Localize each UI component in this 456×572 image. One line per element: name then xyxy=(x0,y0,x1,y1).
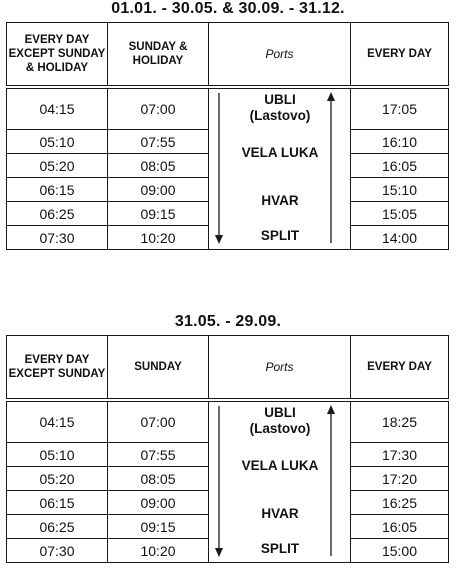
departure-time-sunday: 10:20 xyxy=(108,539,209,563)
return-time: 14:00 xyxy=(351,226,449,250)
departure-time-sunday: 07:00 xyxy=(108,402,209,443)
departure-time-weekday: 05:10 xyxy=(7,443,108,467)
port-hvar: HVAR xyxy=(261,506,299,521)
header-every-day: EVERY DAY xyxy=(351,23,449,86)
departure-time-weekday: 06:15 xyxy=(7,178,108,202)
return-time: 15:00 xyxy=(351,539,449,563)
port-ubli: UBLI xyxy=(264,92,296,107)
departure-time-sunday: 09:00 xyxy=(108,178,209,202)
departure-time-weekday: 05:10 xyxy=(7,130,108,154)
ports-column xyxy=(209,89,351,250)
schedule-2-title: 31.05. - 29.09. xyxy=(174,313,282,330)
table-row xyxy=(7,402,449,443)
departure-time-weekday: 05:20 xyxy=(7,467,108,491)
header-every-day: EVERY DAY xyxy=(351,336,449,399)
departure-time-sunday: 07:55 xyxy=(108,443,209,467)
port-vela-luka: VELA LUKA xyxy=(241,458,319,473)
departure-time-sunday: 08:05 xyxy=(108,154,209,178)
header-weekday: EVERY DAY EXCEPT SUNDAY & HOLIDAY xyxy=(7,23,108,86)
port-hvar: HVAR xyxy=(261,193,299,208)
header-sunday: SUNDAY xyxy=(108,336,209,399)
departure-time-sunday: 09:00 xyxy=(108,491,209,515)
schedule-1-header-row xyxy=(7,23,449,86)
departure-time-weekday: 07:30 xyxy=(7,226,108,250)
schedule-1-title: 01.01. - 30.05. & 30.09. - 31.12. xyxy=(111,0,345,17)
return-time: 17:30 xyxy=(351,443,449,467)
return-time: 16:05 xyxy=(351,515,449,539)
departure-time-weekday: 06:15 xyxy=(7,491,108,515)
return-time: 16:25 xyxy=(351,491,449,515)
departure-time-weekday: 04:15 xyxy=(7,89,108,130)
return-time: 16:05 xyxy=(351,154,449,178)
schedule-2-table xyxy=(6,335,449,563)
departure-time-weekday: 05:20 xyxy=(7,154,108,178)
departure-time-sunday: 07:55 xyxy=(108,130,209,154)
header-ports: Ports xyxy=(209,336,351,399)
schedule-1-table xyxy=(6,22,449,250)
departure-time-sunday: 09:15 xyxy=(108,202,209,226)
departure-time-sunday: 10:20 xyxy=(108,226,209,250)
port-ubli-island: (Lastovo) xyxy=(249,108,311,123)
return-time: 15:05 xyxy=(351,202,449,226)
header-weekday: EVERY DAY EXCEPT SUNDAY xyxy=(7,336,108,399)
return-time: 16:10 xyxy=(351,130,449,154)
port-ubli-island: (Lastovo) xyxy=(249,421,311,436)
departure-time-sunday: 07:00 xyxy=(108,89,209,130)
departure-time-weekday: 04:15 xyxy=(7,402,108,443)
header-ports: Ports xyxy=(209,23,351,86)
return-time: 17:05 xyxy=(351,89,449,130)
return-time: 15:10 xyxy=(351,178,449,202)
departure-time-weekday: 07:30 xyxy=(7,539,108,563)
port-vela-luka: VELA LUKA xyxy=(241,145,319,160)
table-row xyxy=(7,89,449,130)
port-ubli: UBLI xyxy=(264,405,296,420)
departure-time-sunday: 08:05 xyxy=(108,467,209,491)
port-split: SPLIT xyxy=(260,228,300,243)
schedule-2-header-row xyxy=(7,336,449,399)
return-time: 17:20 xyxy=(351,467,449,491)
ports-column xyxy=(209,402,351,563)
return-time: 18:25 xyxy=(351,402,449,443)
departure-time-sunday: 09:15 xyxy=(108,515,209,539)
port-split: SPLIT xyxy=(260,541,300,556)
header-sunday: SUNDAY & HOLIDAY xyxy=(108,23,209,86)
departure-time-weekday: 06:25 xyxy=(7,515,108,539)
departure-time-weekday: 06:25 xyxy=(7,202,108,226)
